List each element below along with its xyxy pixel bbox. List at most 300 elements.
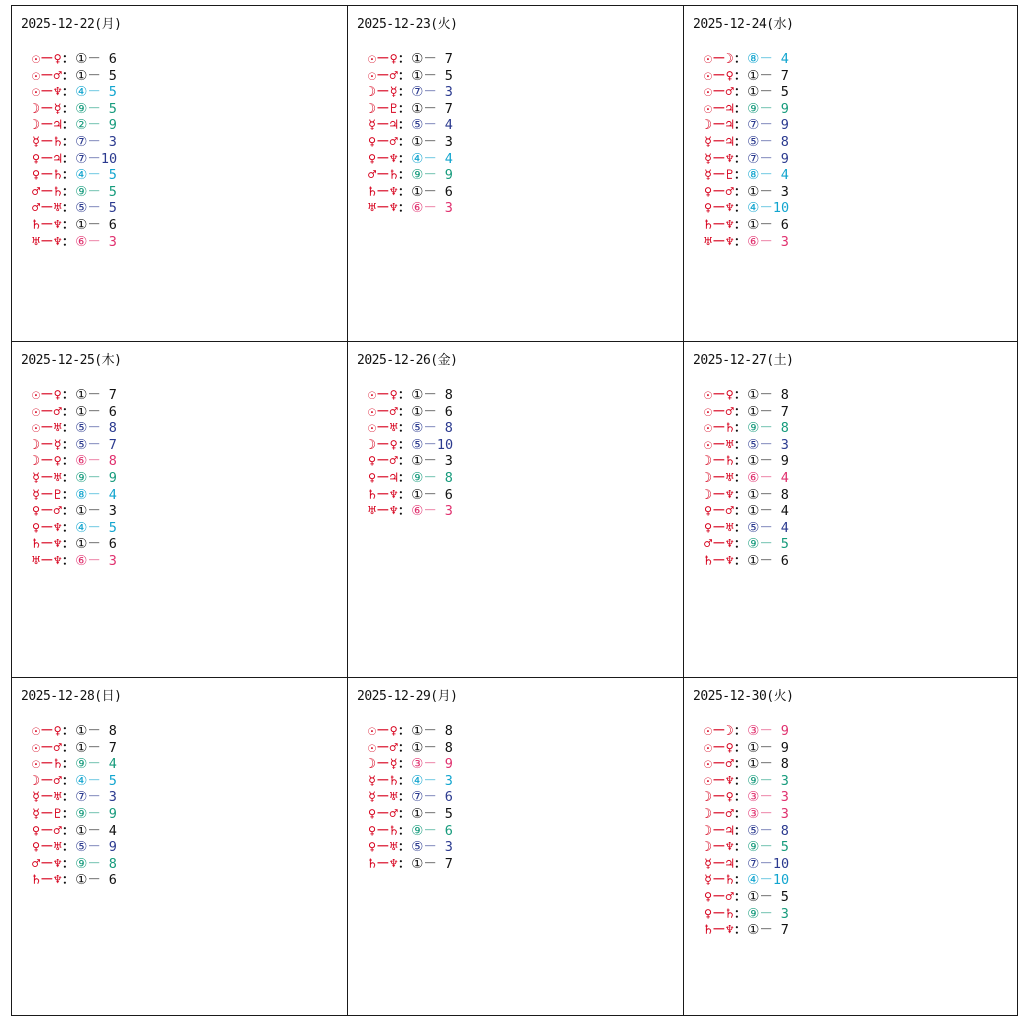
aspect-row [704, 217, 789, 234]
dash: － [87, 150, 101, 167]
aspect-row [32, 387, 117, 404]
planet-pair: ♀－♆ [704, 200, 734, 217]
aspect-value: 8 [444, 469, 453, 486]
aspect-number: ⑤ [75, 839, 88, 856]
planet-pair: ☉－♀ [704, 739, 734, 756]
aspect-row [704, 536, 789, 553]
aspect-number: ⑦ [411, 789, 424, 806]
planet-pair: ♄－♆ [368, 855, 398, 872]
planet-pair: ♀－♃ [32, 150, 62, 167]
separator: ： [397, 469, 412, 486]
aspect-value: 7 [780, 922, 789, 939]
aspect-value: 10 [772, 872, 790, 889]
aspect-number: ④ [747, 872, 760, 889]
planet-pair: ☽－♅ [704, 469, 734, 486]
planet-pair: ♂－♄ [368, 167, 398, 184]
aspect-value: 8 [780, 486, 789, 503]
planet-pair: ♀－♃ [368, 469, 398, 486]
aspect-list [704, 51, 789, 250]
aspect-list [368, 51, 453, 217]
aspect-number: ① [75, 403, 88, 420]
aspect-number: ⑨ [747, 536, 760, 553]
dash: － [423, 387, 437, 403]
aspect-list [368, 723, 453, 872]
dash: － [759, 469, 773, 486]
aspect-row [32, 68, 117, 85]
planet-pair: ♄－♆ [32, 872, 62, 889]
planet-pair: ☽－☿ [368, 756, 398, 773]
aspect-row [704, 756, 789, 773]
planet-pair: ☽－☿ [32, 100, 62, 117]
aspect-row [368, 453, 453, 470]
planet-pair: ☽－♇ [368, 100, 398, 117]
dash: － [759, 167, 773, 184]
aspect-number: ⑧ [75, 486, 88, 503]
aspect-number: ④ [747, 200, 760, 217]
planet-pair: ♄－♆ [368, 486, 398, 503]
aspect-list [704, 723, 789, 939]
separator: ： [733, 117, 748, 134]
aspect-row [368, 856, 453, 873]
aspect-value: 10 [772, 200, 790, 217]
dash: － [87, 805, 101, 822]
dash: － [87, 200, 101, 217]
planet-pair: ☉－♄ [704, 420, 734, 437]
aspect-row [368, 789, 453, 806]
aspect-row [368, 740, 453, 757]
separator: ： [397, 51, 412, 67]
planet-pair: ♀－♅ [704, 519, 734, 536]
aspect-number: ⑤ [411, 420, 424, 437]
aspect-row [32, 520, 117, 537]
aspect-row [704, 740, 789, 757]
separator: ： [61, 503, 76, 520]
planet-pair: ♀－♂ [32, 503, 62, 520]
planet-pair: ♀－♆ [32, 519, 62, 536]
aspect-number: ① [747, 67, 760, 84]
aspect-value: 3 [780, 436, 789, 453]
aspect-number: ① [411, 133, 424, 150]
aspect-value: 3 [780, 233, 789, 250]
aspect-number: ④ [75, 167, 88, 184]
aspect-value: 3 [444, 453, 453, 470]
planet-pair: ♀－♂ [704, 888, 734, 905]
aspect-number: ④ [411, 150, 424, 167]
separator: ： [733, 84, 748, 101]
separator: ： [733, 772, 748, 789]
aspect-value: 3 [108, 503, 117, 520]
aspect-row [368, 68, 453, 85]
aspect-number: ① [411, 403, 424, 420]
separator: ： [61, 822, 76, 839]
separator: ： [397, 200, 412, 217]
aspect-value: 8 [108, 420, 117, 437]
dash: － [423, 723, 437, 739]
aspect-list [704, 387, 789, 570]
aspect-row [32, 536, 117, 553]
separator: ： [733, 403, 748, 420]
dash: － [87, 67, 101, 84]
separator: ： [61, 839, 76, 856]
aspect-value: 4 [108, 822, 117, 839]
dash: － [87, 133, 101, 150]
aspect-number: ④ [411, 772, 424, 789]
aspect-number: ⑧ [747, 167, 760, 184]
separator: ： [61, 453, 76, 470]
aspect-row [32, 823, 117, 840]
separator: ： [397, 150, 412, 167]
aspect-row [368, 503, 453, 520]
aspect-row [368, 806, 453, 823]
aspect-value: 5 [444, 67, 453, 84]
aspect-row [32, 437, 117, 454]
dash: － [87, 872, 101, 889]
aspect-value: 8 [108, 723, 117, 739]
aspect-number: ⑨ [411, 822, 424, 839]
aspect-value: 3 [108, 233, 117, 250]
separator: ： [397, 420, 412, 437]
aspect-row [368, 823, 453, 840]
aspect-number: ⑥ [75, 233, 88, 250]
aspect-value: 8 [444, 723, 453, 739]
aspect-row [32, 553, 117, 570]
planet-pair: ♀－♅ [368, 839, 398, 856]
aspect-value: 6 [108, 51, 117, 67]
separator: ： [733, 552, 748, 569]
aspect-value: 7 [108, 387, 117, 403]
dash: － [759, 756, 773, 773]
separator: ： [733, 739, 748, 756]
aspect-row [32, 723, 117, 740]
aspect-row [704, 234, 789, 251]
aspect-value: 9 [780, 100, 789, 117]
aspect-row [32, 134, 117, 151]
planet-pair: ☉－♀ [704, 67, 734, 84]
dash: － [423, 183, 437, 200]
separator: ： [733, 756, 748, 773]
aspect-number: ③ [747, 805, 760, 822]
planet-pair: ☿－♄ [368, 772, 398, 789]
separator: ： [733, 888, 748, 905]
aspect-number: ① [747, 387, 760, 403]
dash: － [423, 469, 437, 486]
aspect-value: 5 [108, 772, 117, 789]
aspect-value: 9 [780, 723, 789, 739]
separator: ： [397, 756, 412, 773]
aspect-number: ① [75, 67, 88, 84]
dash: － [87, 486, 101, 503]
aspect-row [32, 101, 117, 118]
planet-pair: ♂－♄ [32, 183, 62, 200]
planet-pair: ♀－♄ [32, 167, 62, 184]
planet-pair: ☉－♂ [368, 67, 398, 84]
dash: － [87, 183, 101, 200]
aspect-value: 5 [108, 183, 117, 200]
aspect-value: 4 [444, 117, 453, 134]
aspect-row [368, 84, 453, 101]
planet-pair: ☽－♃ [32, 117, 62, 134]
dash: － [423, 420, 437, 437]
planet-pair: ☽－☿ [368, 84, 398, 101]
dash: － [423, 100, 437, 117]
separator: ： [733, 789, 748, 806]
aspect-number: ⑥ [747, 233, 760, 250]
separator: ： [61, 183, 76, 200]
separator: ： [733, 872, 748, 889]
aspect-value: 6 [108, 403, 117, 420]
aspect-number: ⑨ [75, 183, 88, 200]
planet-pair: ♀－♂ [704, 503, 734, 520]
separator: ： [733, 855, 748, 872]
aspect-value: 6 [108, 216, 117, 233]
dash: － [423, 756, 437, 773]
planet-pair: ♀－♄ [704, 905, 734, 922]
aspect-row [704, 453, 789, 470]
planet-pair: ☉－♀ [368, 51, 398, 67]
aspect-value: 10 [100, 150, 118, 167]
separator: ： [61, 739, 76, 756]
aspect-number: ③ [411, 756, 424, 773]
aspect-value: 5 [108, 519, 117, 536]
dash: － [759, 552, 773, 569]
day-date: 2025-12-25(木) [21, 353, 122, 368]
aspect-value: 6 [780, 552, 789, 569]
aspect-number: ① [75, 216, 88, 233]
separator: ： [733, 183, 748, 200]
aspect-row [704, 68, 789, 85]
planet-pair: ♀－♂ [368, 453, 398, 470]
aspect-number: ⑨ [75, 756, 88, 773]
separator: ： [397, 503, 412, 520]
aspect-number: ① [75, 822, 88, 839]
aspect-row [704, 404, 789, 421]
aspect-number: ① [75, 723, 88, 739]
dash: － [87, 216, 101, 233]
aspect-row [368, 723, 453, 740]
aspect-number: ① [747, 888, 760, 905]
aspect-number: ⑤ [75, 200, 88, 217]
aspect-row [704, 922, 789, 939]
separator: ： [733, 922, 748, 939]
aspect-number: ③ [747, 789, 760, 806]
separator: ： [397, 453, 412, 470]
aspect-value: 4 [108, 486, 117, 503]
separator: ： [397, 67, 412, 84]
separator: ： [733, 519, 748, 536]
dash: － [759, 216, 773, 233]
separator: ： [733, 100, 748, 117]
aspect-number: ⑧ [747, 51, 760, 67]
dash: － [87, 503, 101, 520]
aspect-value: 9 [780, 150, 789, 167]
aspect-number: ① [411, 486, 424, 503]
aspect-row [368, 756, 453, 773]
day-cell [347, 341, 683, 677]
aspect-list [32, 723, 117, 889]
dash: － [423, 739, 437, 756]
separator: ： [733, 503, 748, 520]
dash: － [759, 100, 773, 117]
aspect-row [704, 872, 789, 889]
planet-pair: ☉－♂ [32, 403, 62, 420]
aspect-row [32, 217, 117, 234]
aspect-row [32, 84, 117, 101]
aspect-value: 8 [780, 133, 789, 150]
dash: － [423, 772, 437, 789]
planet-pair: ♅－♆ [32, 552, 62, 569]
separator: ： [733, 436, 748, 453]
separator: ： [61, 133, 76, 150]
dash: － [423, 133, 437, 150]
aspect-row [32, 756, 117, 773]
aspect-value: 5 [108, 167, 117, 184]
dash: － [423, 51, 437, 67]
aspect-value: 9 [108, 469, 117, 486]
dash: － [423, 805, 437, 822]
dash: － [759, 436, 773, 453]
aspect-value: 3 [780, 183, 789, 200]
aspect-number: ① [411, 51, 424, 67]
aspect-row [704, 101, 789, 118]
aspect-list [32, 51, 117, 250]
aspect-row [704, 487, 789, 504]
aspect-number: ⑤ [747, 822, 760, 839]
planet-pair: ♂－♆ [32, 855, 62, 872]
aspect-number: ⑤ [747, 436, 760, 453]
aspect-value: 7 [444, 100, 453, 117]
aspect-row [704, 470, 789, 487]
aspect-value: 8 [108, 453, 117, 470]
aspect-row [368, 200, 453, 217]
aspect-value: 8 [444, 387, 453, 403]
day-cell [347, 677, 683, 1015]
aspect-value: 10 [436, 436, 454, 453]
aspect-number: ⑤ [75, 420, 88, 437]
aspect-value: 4 [780, 51, 789, 67]
aspect-number: ① [747, 216, 760, 233]
planet-pair: ☽－☿ [32, 436, 62, 453]
planet-pair: ☉－♂ [704, 84, 734, 101]
day-date: 2025-12-23(火) [357, 17, 458, 32]
aspect-number: ⑨ [747, 839, 760, 856]
separator: ： [397, 403, 412, 420]
separator: ： [733, 805, 748, 822]
aspect-value: 6 [444, 403, 453, 420]
dash: － [759, 486, 773, 503]
aspect-value: 4 [780, 167, 789, 184]
aspect-number: ① [75, 503, 88, 520]
dash: － [759, 51, 773, 67]
aspect-value: 6 [108, 872, 117, 889]
dash: － [87, 723, 101, 739]
aspect-number: ⑥ [75, 552, 88, 569]
dash: － [87, 772, 101, 789]
aspect-value: 5 [780, 84, 789, 101]
aspect-value: 5 [108, 84, 117, 101]
aspect-number: ③ [747, 723, 760, 739]
aspect-row [368, 437, 453, 454]
aspect-row [704, 839, 789, 856]
dash: － [87, 822, 101, 839]
dash: － [87, 100, 101, 117]
separator: ： [397, 839, 412, 856]
planet-pair: ♄－♆ [32, 216, 62, 233]
aspect-number: ⑤ [747, 133, 760, 150]
separator: ： [397, 805, 412, 822]
separator: ： [733, 216, 748, 233]
separator: ： [397, 100, 412, 117]
dash: － [759, 133, 773, 150]
separator: ： [61, 756, 76, 773]
aspect-row [368, 487, 453, 504]
planet-pair: ♀－♂ [704, 183, 734, 200]
aspect-number: ① [411, 855, 424, 872]
separator: ： [61, 117, 76, 134]
separator: ： [397, 387, 412, 403]
planet-pair: ☉－♀ [368, 387, 398, 403]
planet-pair: ♂－♅ [32, 200, 62, 217]
aspect-number: ① [747, 922, 760, 939]
aspect-value: 4 [780, 469, 789, 486]
separator: ： [61, 420, 76, 437]
planet-pair: ♄－♆ [704, 216, 734, 233]
dash: － [759, 805, 773, 822]
aspect-number: ⑦ [75, 789, 88, 806]
aspect-value: 4 [780, 503, 789, 520]
aspect-number: ① [747, 403, 760, 420]
aspect-row [32, 51, 117, 68]
aspect-row [704, 117, 789, 134]
aspect-value: 5 [780, 839, 789, 856]
aspect-row [368, 387, 453, 404]
aspect-number: ⑦ [747, 150, 760, 167]
aspect-value: 9 [108, 117, 117, 134]
aspect-row [32, 184, 117, 201]
aspect-value: 5 [780, 888, 789, 905]
aspect-value: 5 [108, 200, 117, 217]
aspect-row [704, 503, 789, 520]
dash: － [759, 739, 773, 756]
separator: ： [61, 872, 76, 889]
separator: ： [61, 387, 76, 403]
aspect-row [32, 470, 117, 487]
aspect-row [368, 773, 453, 790]
separator: ： [61, 167, 76, 184]
dash: － [87, 387, 101, 403]
aspect-list [368, 387, 453, 520]
separator: ： [61, 100, 76, 117]
separator: ： [397, 167, 412, 184]
planet-pair: ☉－♂ [32, 67, 62, 84]
separator: ： [733, 453, 748, 470]
calendar-grid [11, 5, 1018, 1016]
dash: － [87, 233, 101, 250]
aspect-row [368, 184, 453, 201]
aspect-row [32, 806, 117, 823]
separator: ： [397, 772, 412, 789]
aspect-number: ① [747, 739, 760, 756]
separator: ： [61, 216, 76, 233]
planet-pair: ☉－♅ [704, 436, 734, 453]
planet-pair: ♀－♂ [368, 805, 398, 822]
aspect-number: ⑥ [75, 453, 88, 470]
aspect-value: 3 [444, 772, 453, 789]
day-cell [11, 677, 347, 1015]
aspect-value: 7 [780, 67, 789, 84]
planet-pair: ☉－♀ [368, 723, 398, 739]
dash: － [759, 233, 773, 250]
aspect-value: 8 [444, 420, 453, 437]
